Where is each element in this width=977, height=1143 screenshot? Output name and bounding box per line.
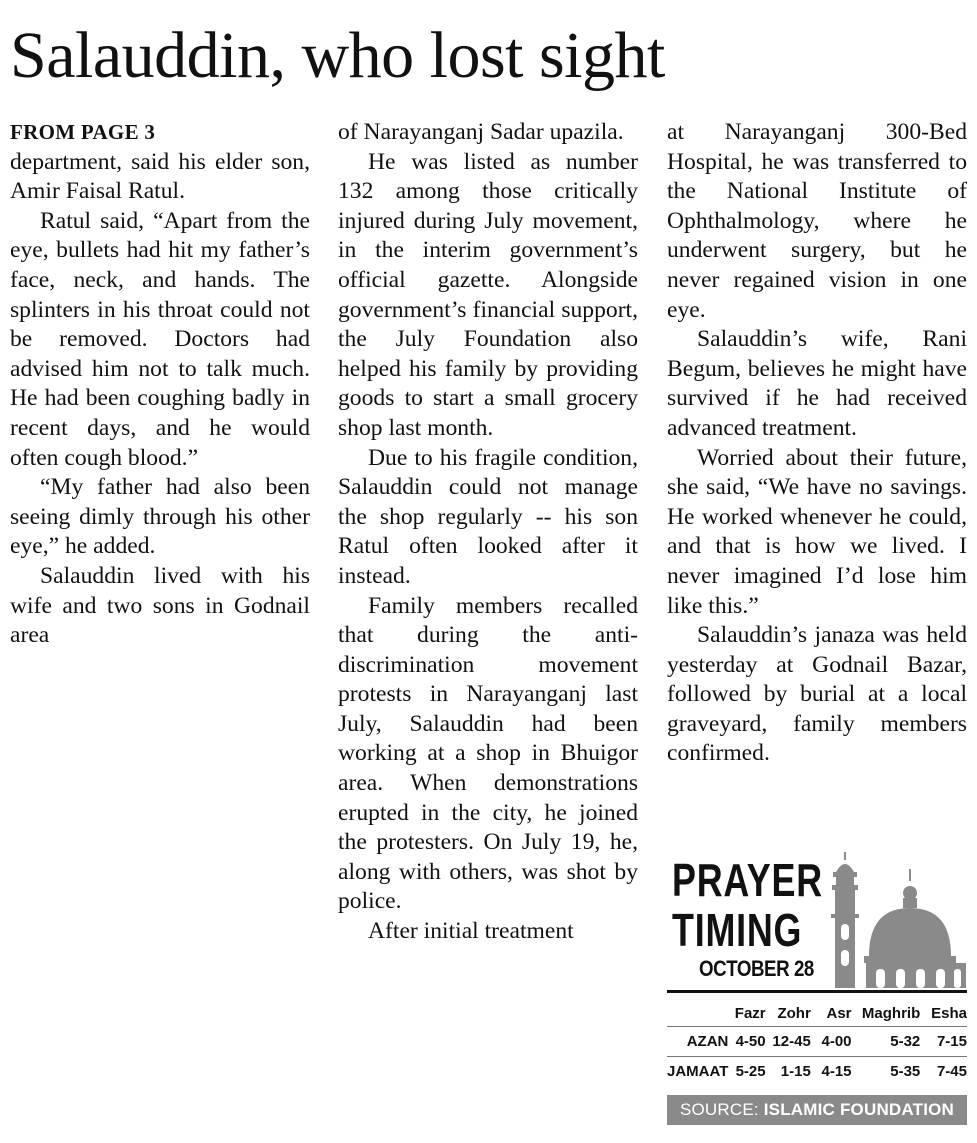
paragraph: at Narayanganj 300-Bed Hospital, he was transferred to the National Institute of Ophthalmology, where he underwent surgery, but he never regained vision in one eye. <box>667 119 967 323</box>
paragraph: Ratul said, “Apart from the eye, bullets had hit my father’s face, neck, and hands. The splinters in his throat could not be removed. Doctors had advised him not to talk much. He had been coughing badly in recent days, and he would often cough blood.” <box>10 207 310 471</box>
dateline: FROM PAGE 3 <box>10 120 156 144</box>
paragraph: Salauddin lived with his wife and two sons in Godnail area <box>10 562 310 649</box>
prayer-col-header: Maghrib <box>861 1004 921 1022</box>
paragraph: Worried about their future, she said, “We have no savings. He worked whenever he could, and that is how we lived. I never imagined I’d lose him like this.” <box>667 444 967 619</box>
paragraph: After initial treatment <box>368 918 574 945</box>
source-label: SOURCE: <box>679 1100 759 1119</box>
paragraph: of Narayanganj Sadar upazila. <box>338 119 624 145</box>
prayer-time: 4-00 <box>811 1027 852 1057</box>
prayer-time: 1-15 <box>780 1063 811 1080</box>
article-column-2 <box>338 118 638 947</box>
prayer-row-label: JAMAAT <box>667 1063 729 1080</box>
prayer-time: 5-25 <box>735 1063 766 1080</box>
prayer-time: 7-15 <box>920 1027 967 1057</box>
prayer-time: 5-32 <box>852 1027 921 1057</box>
prayer-row-label: AZAN <box>667 1027 728 1057</box>
paragraph: department, said his elder son, Amir Faisal Ratul. <box>10 148 310 205</box>
paragraph: Salauddin’s wife, Rani Begum, believes he might have survived if he had received advanced treatment. <box>667 326 967 441</box>
article-column-3 <box>667 118 967 769</box>
prayer-col-header: Fazr <box>734 1004 766 1022</box>
prayer-time: 12-45 <box>766 1027 811 1057</box>
paragraph: Family members recalled that during the anti-discrimination movement protests in Narayanganj last July, Salauddin had been working at a shop in Bhuigor area. When demonstrations erupted in the city, he joined the protesters. On July 19, he, along with others, was shot by police. <box>338 592 638 915</box>
mosque-icon <box>824 852 967 988</box>
prayer-time: 4-50 <box>728 1027 765 1057</box>
paragraph: He was listed as number 132 among those critically injured during July movement, in the interim government’s official gazette. Alongside government’s financial support, the July Foundation also helped his family by providing goods to start a small grocery shop last month. <box>338 148 638 441</box>
prayer-date: OCTOBER 28 <box>699 956 814 981</box>
prayer-time: 4-15 <box>821 1063 852 1080</box>
paragraph: Salauddin’s janaza was held yesterday at Godnail Bazar, followed by burial at a local graveyard, family members confirmed. <box>667 622 967 767</box>
prayer-table <box>667 1000 967 1086</box>
prayer-title <box>672 855 823 955</box>
headline: Salauddin, who lost sight <box>10 19 665 92</box>
prayer-header-row <box>667 1000 967 1027</box>
prayer-time: 5-35 <box>890 1063 921 1080</box>
prayer-row-jamaat <box>667 1057 967 1087</box>
prayer-title-line1: PRAYER <box>672 854 823 906</box>
paragraph: “My father had also been seeing dimly through his other eye,” he added. <box>10 474 310 560</box>
article-column-1 <box>10 118 310 651</box>
prayer-source <box>667 1095 967 1125</box>
prayer-col-header: Esha <box>931 1004 967 1022</box>
prayer-time: 7-45 <box>936 1063 967 1080</box>
source-name: ISLAMIC FOUNDATION <box>763 1100 955 1119</box>
prayer-row-azan <box>667 1027 967 1057</box>
prayer-title-line2: TIMING <box>672 904 803 956</box>
prayer-timing-box <box>667 852 967 1128</box>
prayer-col-header: Asr <box>826 1004 852 1022</box>
prayer-divider <box>667 990 967 993</box>
prayer-col-header: Zohr <box>777 1004 811 1022</box>
paragraph: Due to his fragile condition, Salauddin could not manage the shop regularly -- his son Ratul often looked after it instead. <box>338 444 638 589</box>
